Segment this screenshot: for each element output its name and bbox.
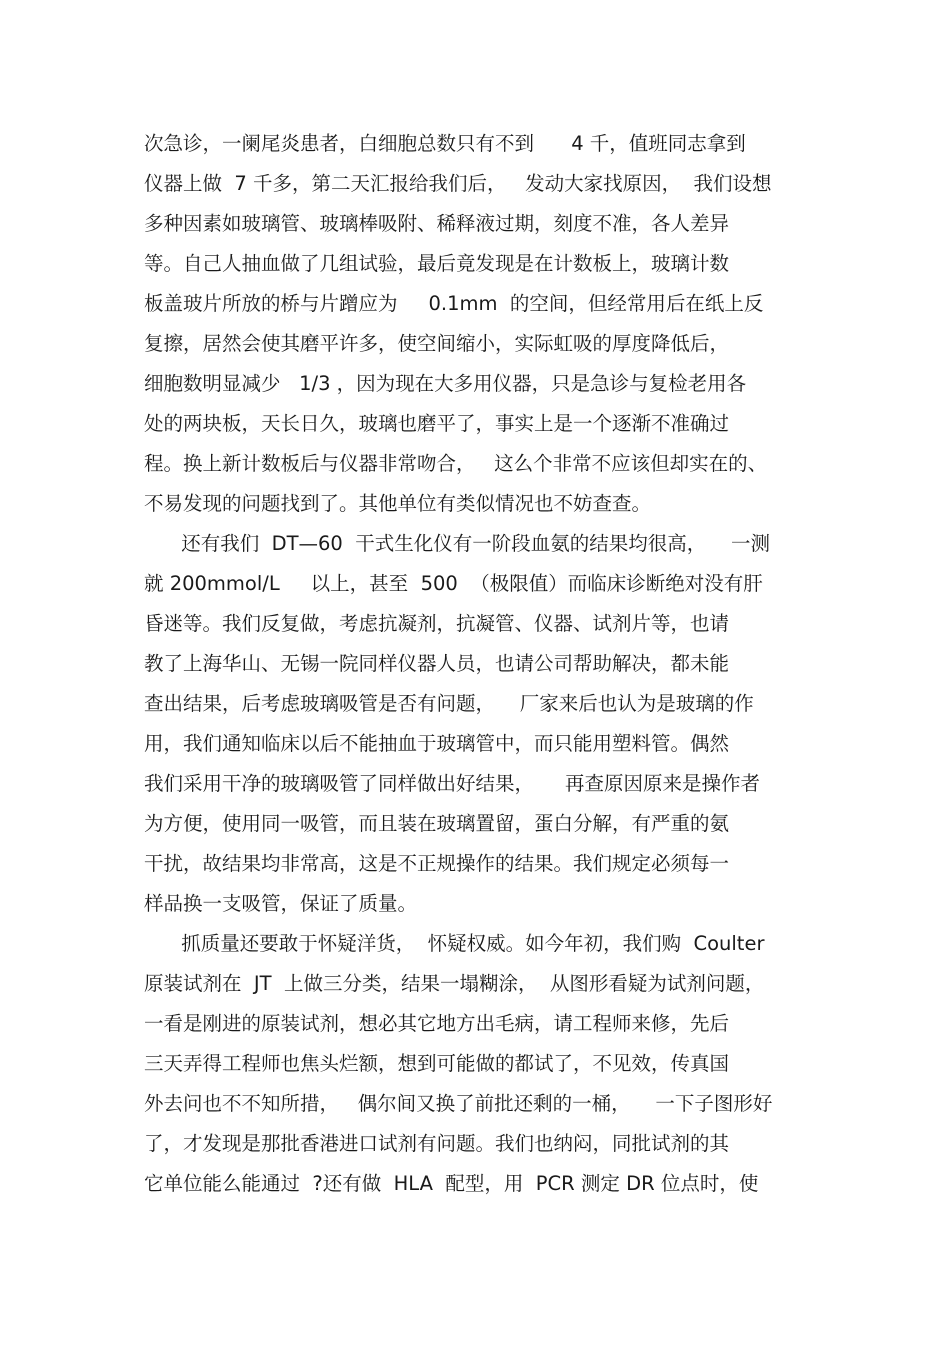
text-line: 不易发现的问题找到了。其他单位有类似情况也不妨查查。 — [144, 492, 652, 515]
text-line: 我们采用干净的玻璃吸管了同样做出好结果， 再查原因原来是操作者 — [144, 772, 760, 795]
text-line: 一看是刚进的原装试剂，想必其它地方出毛病，请工程师来修，先后 — [144, 1012, 730, 1035]
text-line: 就 200mmol/L 以上，甚至 500 （极限值）而临床诊断绝对没有肝 — [144, 572, 763, 595]
text-line: 仪器上做 7 千多，第二天汇报给我们后， 发动大家找原因， 我们设想 — [144, 172, 772, 195]
text-line: 多种因素如玻璃管、玻璃棒吸附、稀释液过期，刻度不准，各人差异 — [144, 212, 730, 235]
text-line: 细胞数明显减少 1/3 ，因为现在大多用仪器，只是急诊与复检老用各 — [144, 372, 747, 395]
text-line: 样品换一支吸管，保证了质量。 — [144, 892, 418, 915]
text-line: 次急诊，一阑尾炎患者，白细胞总数只有不到 4 千，值班同志拿到 — [144, 132, 746, 155]
body-text — [144, 124, 824, 1204]
text-line: 处的两块板，天长日久，玻璃也磨平了，事实上是一个逐渐不准确过 — [144, 412, 730, 435]
text-line: 昏迷等。我们反复做，考虑抗凝剂，抗凝管、仪器、试剂片等，也请 — [144, 612, 730, 635]
text-line: 原装试剂在 JT 上做三分类，结果一塌糊涂， 从图形看疑为试剂问题， — [144, 972, 765, 995]
text-line: 程。换上新计数板后与仪器非常吻合， 这么个非常不应该但却实在的、 — [144, 452, 768, 475]
text-line: 等。自己人抽血做了几组试验，最后竟发现是在计数板上，玻璃计数 — [144, 252, 730, 275]
text-line: 板盖玻片所放的桥与片蹭应为 0.1mm 的空间，但经常用后在纸上反 — [144, 292, 764, 315]
text-line: 干扰，故结果均非常高，这是不正规操作的结果。我们规定必须每一 — [144, 852, 730, 875]
text-line: 还有我们 DT—60 干式生化仪有一阶段血氨的结果均很高， 一测 — [144, 532, 771, 555]
text-line: 三天弄得工程师也焦头烂额，想到可能做的都试了，不见效，传真国 — [144, 1052, 730, 1075]
text-line: 了，才发现是那批香港进口试剂有问题。我们也纳闷，同批试剂的其 — [144, 1132, 730, 1155]
text-line: 查出结果，后考虑玻璃吸管是否有问题， 厂家来后也认为是玻璃的作 — [144, 692, 754, 715]
text-line: 外去问也不不知所措， 偶尔间又换了前批还剩的一桶， 一下子图形好 — [144, 1092, 773, 1115]
text-line: 为方便，使用同一吸管，而且装在玻璃置留，蛋白分解，有严重的氨 — [144, 812, 730, 835]
text-line: 教了上海华山、无锡一院同样仪器人员，也请公司帮助解决，都未能 — [144, 652, 730, 675]
text-line: 它单位能么能通过 ?还有做 HLA 配型，用 PCR 测定 DR 位点时，使 — [144, 1172, 759, 1195]
text-line: 抓质量还要敢于怀疑洋货， 怀疑权威。如今年初，我们购 Coulter — [144, 932, 765, 955]
text-line: 用，我们通知临床以后不能抽血于玻璃管中，而只能用塑料管。偶然 — [144, 732, 730, 755]
text-line: 复擦，居然会使其磨平许多，使空间缩小，实际虹吸的厚度降低后， — [144, 332, 730, 355]
